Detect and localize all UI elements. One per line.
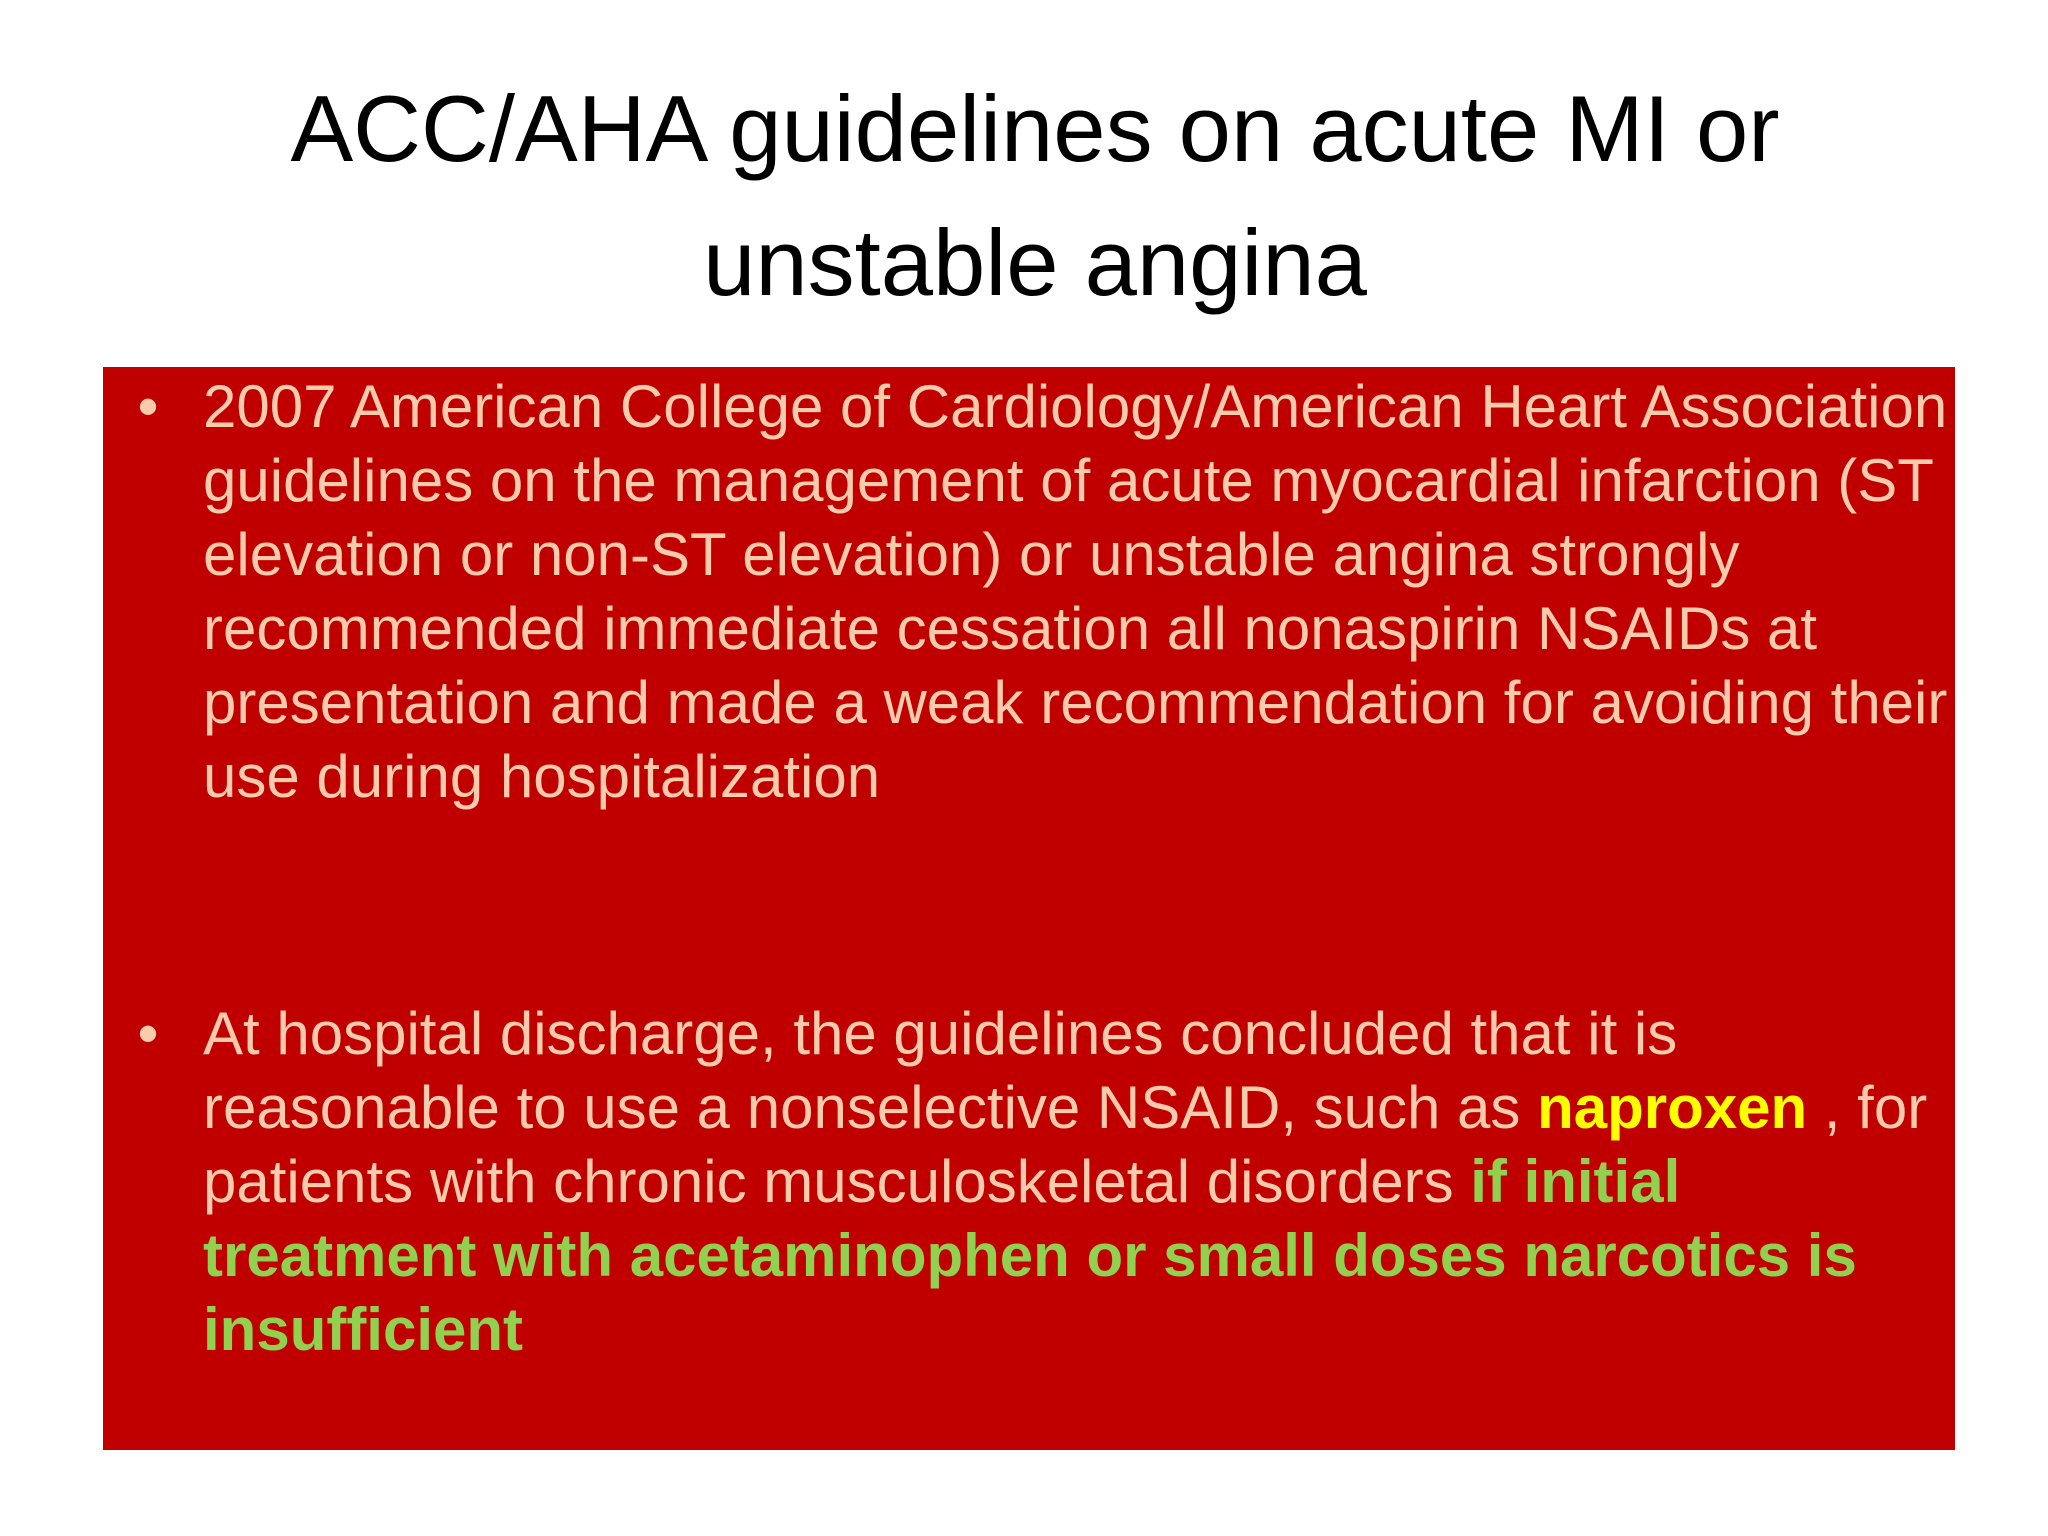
bullet-text (203, 997, 1948, 1367)
bullet-dot-icon: • (137, 1000, 159, 1067)
slide-title: ACC/AHA guidelines on acute MI or unstable angina (290, 76, 1780, 315)
bullet-text-middle: , for patients with chronic musculoskeletal disorders (203, 1074, 1928, 1215)
highlight-condition: if initial treatment with acetaminophen or small doses narcotics is insufficient (203, 1148, 1857, 1363)
bullet-text-before: At hospital discharge, the guidelines concluded that it is reasonable to use a nonselective NSAID, such as (203, 1000, 1678, 1141)
highlight-drug-name: naproxen (1537, 1074, 1808, 1141)
content-box (103, 367, 1955, 1450)
bullet-text: 2007 American College of Cardiology/American Heart Association guidelines on the management of acute myocardial infarction (ST elevation or non-ST elevation) or unstable angina strongly recommended immediate cessation all nonaspirin NSAIDs at presentation and made a weak recommendation for avoiding their use during hospitalization (203, 373, 1948, 810)
bullet-dot-icon: • (137, 373, 159, 440)
